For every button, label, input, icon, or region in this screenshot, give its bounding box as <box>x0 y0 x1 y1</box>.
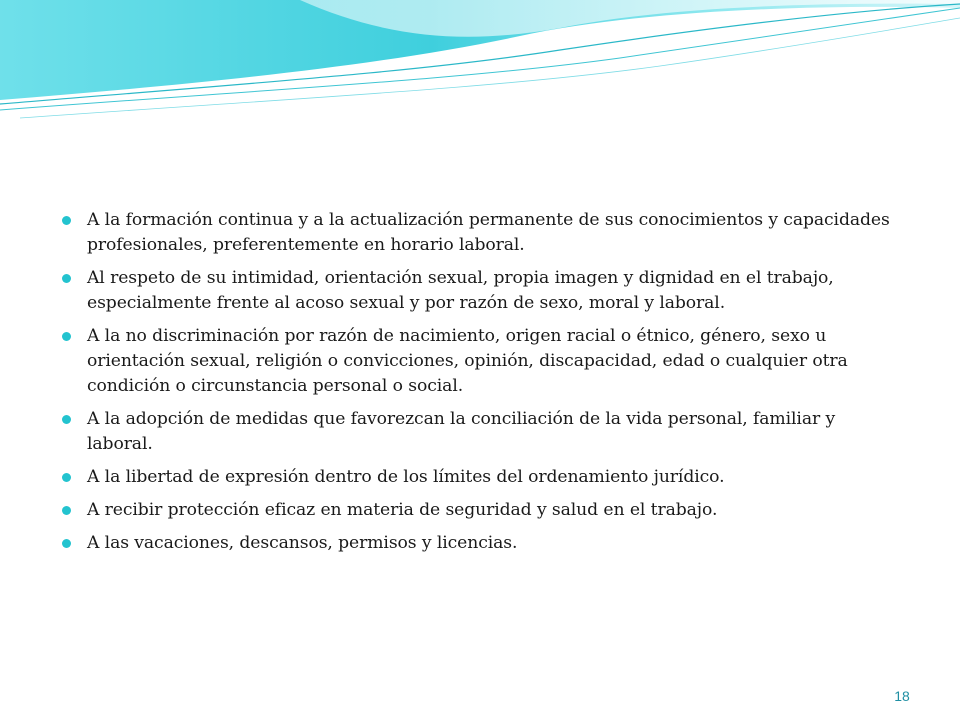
list-item <box>60 266 890 316</box>
list-item-text: A la formación continua y a la actualización permanente de sus conocimientos y capacidades profesionales, preferentemente en horario laboral. <box>87 210 890 255</box>
list-item <box>60 324 890 399</box>
list-item-text: A las vacaciones, descansos, permisos y licencias. <box>87 533 518 553</box>
list-item <box>60 407 890 457</box>
list-item-text: A la libertad de expresión dentro de los límites del ordenamiento jurídico. <box>87 467 725 487</box>
list-item-text: A la no discriminación por razón de nacimiento, origen racial o étnico, género, sexo u orientación sexual, religión o convicciones, opinión, discapacidad, edad o cualquier otra condición o circunstancia personal o social. <box>87 326 848 396</box>
bullet-dot-icon <box>62 332 71 341</box>
list-item-text: Al respeto de su intimidad, orientación sexual, propia imagen y dignidad en el trabajo, especialmente frente al acoso sexual y por razón de sexo, moral y laboral. <box>87 268 834 313</box>
bullet-dot-icon <box>62 473 71 482</box>
list-item <box>60 208 890 258</box>
list-item <box>60 531 890 556</box>
bullet-dot-icon <box>62 216 71 225</box>
list-item <box>60 465 890 490</box>
bullet-dot-icon <box>62 539 71 548</box>
page-number: 18 <box>894 688 910 704</box>
list-item-text: A la adopción de medidas que favorezcan la conciliación de la vida personal, familiar y laboral. <box>87 409 836 454</box>
list-item-text: A recibir protección eficaz en materia de seguridad y salud en el trabajo. <box>87 500 718 520</box>
bullet-dot-icon <box>62 415 71 424</box>
header-wave-decoration <box>0 0 960 130</box>
bullet-dot-icon <box>62 274 71 283</box>
bullet-dot-icon <box>62 506 71 515</box>
list-item <box>60 498 890 523</box>
rights-bullet-list <box>60 208 890 564</box>
